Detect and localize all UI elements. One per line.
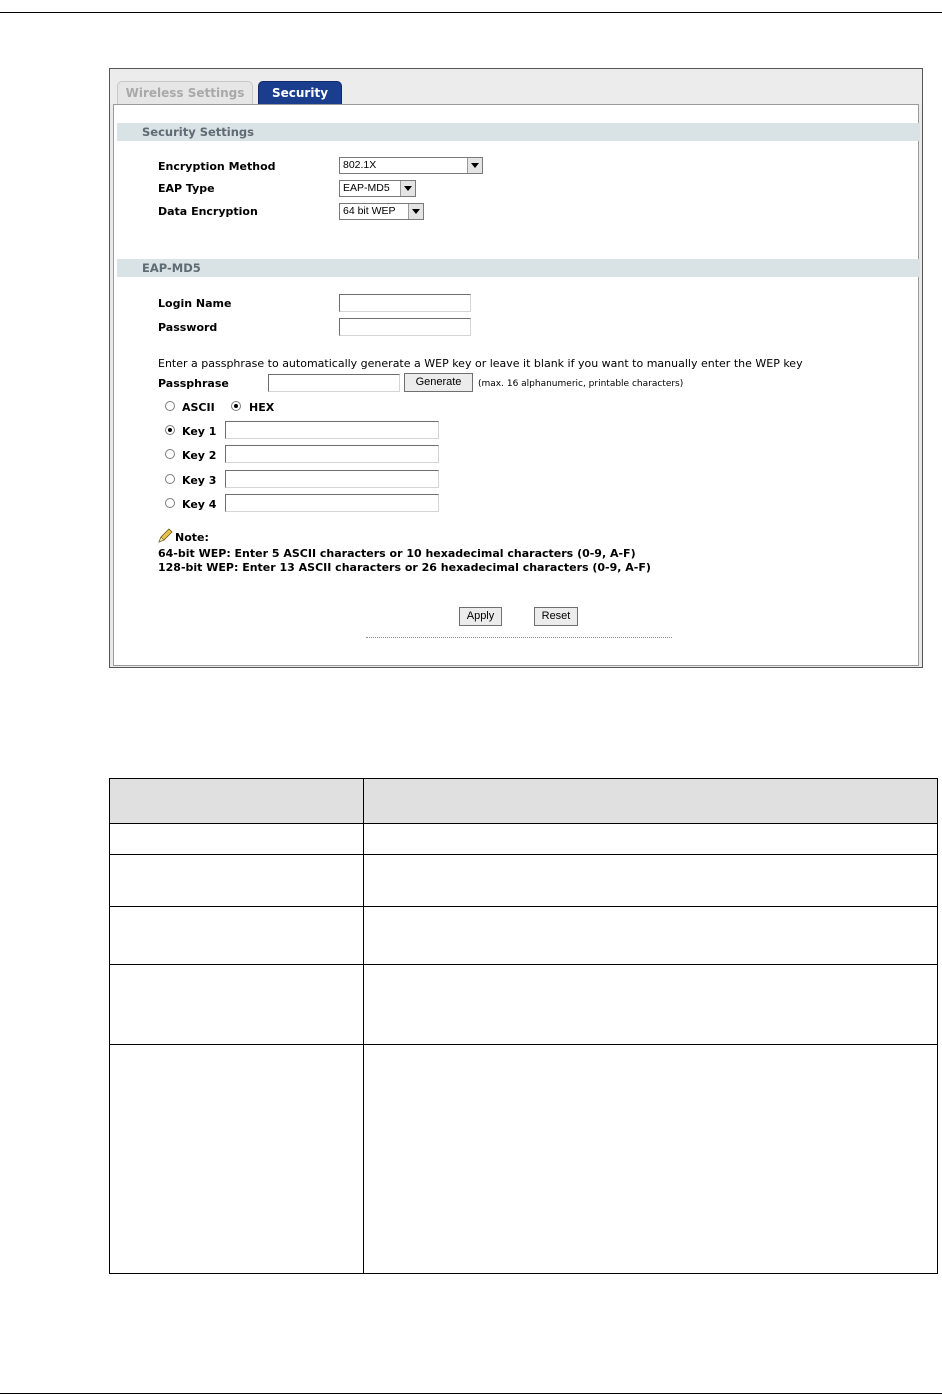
data-encryption-value: 64 bit WEP bbox=[343, 205, 396, 217]
table-row bbox=[110, 824, 938, 855]
login-name-label: Login Name bbox=[158, 297, 232, 310]
eap-type-value: EAP-MD5 bbox=[343, 182, 390, 194]
key-2-radio[interactable] bbox=[165, 449, 175, 459]
table-cell-description bbox=[364, 824, 938, 855]
tab-bar bbox=[110, 69, 922, 105]
table-header-row bbox=[110, 779, 938, 824]
table-header-description bbox=[364, 779, 938, 824]
password-input[interactable] bbox=[339, 318, 471, 336]
ascii-radio[interactable] bbox=[165, 401, 175, 411]
divider bbox=[366, 637, 672, 638]
section-header-eap-md5: EAP-MD5 bbox=[117, 259, 920, 277]
eap-type-label: EAP Type bbox=[158, 182, 215, 195]
eap-type-select[interactable] bbox=[339, 180, 416, 197]
login-name-input[interactable] bbox=[339, 294, 471, 312]
security-config-screenshot bbox=[109, 68, 923, 668]
key-2-input[interactable] bbox=[225, 445, 439, 463]
table-header-label bbox=[110, 779, 364, 824]
password-label: Password bbox=[158, 321, 218, 334]
key-4-label: Key 4 bbox=[182, 498, 217, 511]
section-header-security-settings: Security Settings bbox=[117, 123, 920, 141]
apply-button[interactable]: Apply bbox=[459, 607, 502, 626]
reset-button[interactable]: Reset bbox=[534, 607, 578, 626]
page-bottom-rule bbox=[0, 1393, 942, 1394]
tab-security[interactable]: Security bbox=[258, 81, 342, 105]
chevron-down-icon bbox=[467, 158, 482, 173]
page-top-rule bbox=[0, 12, 942, 13]
table-cell-label bbox=[110, 1045, 364, 1274]
key-3-label: Key 3 bbox=[182, 474, 217, 487]
hex-label: HEX bbox=[249, 401, 275, 414]
ascii-label: ASCII bbox=[182, 401, 215, 414]
security-panel bbox=[113, 104, 919, 666]
data-encryption-select[interactable] bbox=[339, 203, 424, 220]
table-cell-description bbox=[364, 855, 938, 907]
description-table bbox=[109, 778, 938, 1274]
table-cell-label bbox=[110, 824, 364, 855]
tab-wireless-settings[interactable]: Wireless Settings bbox=[117, 81, 253, 105]
key-2-label: Key 2 bbox=[182, 449, 217, 462]
passphrase-input[interactable] bbox=[268, 374, 400, 392]
table-row bbox=[110, 965, 938, 1045]
table-cell-description bbox=[364, 907, 938, 965]
chevron-down-icon bbox=[400, 181, 415, 196]
key-3-input[interactable] bbox=[225, 470, 439, 488]
key-1-input[interactable] bbox=[225, 421, 439, 439]
key-4-radio[interactable] bbox=[165, 498, 175, 508]
note-line-64bit: 64-bit WEP: Enter 5 ASCII characters or 10 hexadecimal characters (0-9, A-F) bbox=[158, 547, 636, 560]
encryption-method-label: Encryption Method bbox=[158, 160, 276, 173]
table-row bbox=[110, 907, 938, 965]
table-cell-description bbox=[364, 965, 938, 1045]
passphrase-note: (max. 16 alphanumeric, printable characters) bbox=[478, 379, 684, 389]
table-row bbox=[110, 1045, 938, 1274]
key-3-radio[interactable] bbox=[165, 474, 175, 484]
table-row bbox=[110, 855, 938, 907]
hex-radio[interactable] bbox=[231, 401, 241, 411]
table-cell-description bbox=[364, 1045, 938, 1274]
generate-button[interactable]: Generate bbox=[404, 373, 473, 392]
passphrase-hint: Enter a passphrase to automatically generate a WEP key or leave it blank if you want to manually enter the WEP key bbox=[158, 357, 803, 370]
table-cell-label bbox=[110, 965, 364, 1045]
key-1-label: Key 1 bbox=[182, 425, 217, 438]
data-encryption-label: Data Encryption bbox=[158, 205, 258, 218]
note-pencil-icon bbox=[157, 528, 173, 544]
note-line-128bit: 128-bit WEP: Enter 13 ASCII characters or 26 hexadecimal characters (0-9, A-F) bbox=[158, 561, 651, 574]
table-cell-label bbox=[110, 855, 364, 907]
key-1-radio[interactable] bbox=[165, 425, 175, 435]
chevron-down-icon bbox=[408, 204, 423, 219]
encryption-method-value: 802.1X bbox=[343, 159, 377, 171]
encryption-method-select[interactable] bbox=[339, 157, 483, 174]
key-4-input[interactable] bbox=[225, 494, 439, 512]
note-title: Note: bbox=[175, 531, 209, 544]
passphrase-label: Passphrase bbox=[158, 377, 229, 390]
table-cell-label bbox=[110, 907, 364, 965]
